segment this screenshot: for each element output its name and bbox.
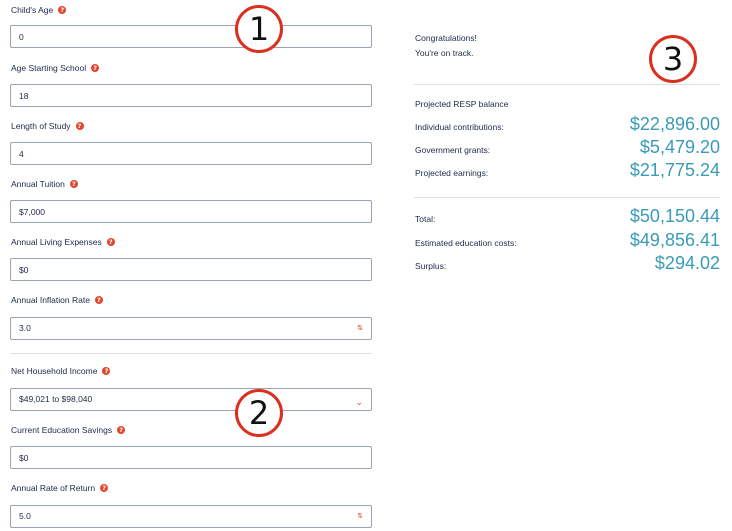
congrats-message: Congratulations!: [415, 33, 477, 43]
net-household-income-label: Net Household Income ?: [11, 366, 110, 376]
help-icon[interactable]: ?: [117, 426, 125, 434]
annual-living-expenses-label: Annual Living Expenses ?: [11, 237, 115, 247]
net-household-income-select[interactable]: $49,021 to $98,040 ⌄: [10, 388, 372, 411]
length-of-study-label: Length of Study ?: [11, 121, 84, 131]
annual-inflation-rate-input[interactable]: 3.0 ⇅: [10, 317, 372, 340]
annotation-marker-1: 1: [235, 5, 283, 53]
annual-living-expenses-input[interactable]: [10, 258, 372, 281]
help-icon[interactable]: ?: [70, 180, 78, 188]
projected-balance-heading: Projected RESP balance: [415, 99, 509, 109]
current-education-savings-input[interactable]: [10, 446, 372, 469]
annotation-marker-3: 3: [649, 35, 697, 83]
help-icon[interactable]: ?: [102, 367, 110, 375]
help-icon[interactable]: ?: [91, 64, 99, 72]
help-icon[interactable]: ?: [107, 238, 115, 246]
help-icon[interactable]: ?: [58, 6, 66, 14]
age-starting-school-input[interactable]: [10, 84, 372, 107]
results-divider: [414, 84, 720, 85]
estimated-education-costs-label: Estimated education costs:: [415, 238, 517, 248]
chevron-down-icon[interactable]: ⌄: [355, 398, 363, 408]
form-divider: [10, 353, 372, 354]
current-education-savings-label: Current Education Savings ?: [11, 425, 125, 435]
annual-inflation-rate-label: Annual Inflation Rate ?: [11, 295, 103, 305]
help-icon[interactable]: ?: [76, 122, 84, 130]
total-label: Total:: [415, 214, 436, 224]
annual-rate-of-return-label: Annual Rate of Return ?: [11, 483, 108, 493]
help-icon[interactable]: ?: [100, 484, 108, 492]
government-grants-value: $5,479.20: [639, 137, 720, 157]
projected-earnings-value: $21,775.24: [629, 160, 720, 180]
individual-contributions-label: Individual contributions:: [415, 122, 504, 132]
childs-age-input[interactable]: [10, 25, 372, 48]
annual-rate-of-return-input[interactable]: 5.0 ⇅: [10, 505, 372, 528]
childs-age-label: Child's Age ?: [11, 5, 66, 15]
individual-contributions-value: $22,896.00: [629, 114, 720, 134]
projected-earnings-label: Projected earnings:: [415, 168, 489, 178]
totals-divider: [414, 197, 720, 198]
annual-tuition-label: Annual Tuition ?: [11, 179, 78, 189]
length-of-study-input[interactable]: [10, 142, 372, 165]
on-track-message: You're on track.: [415, 48, 474, 58]
help-icon[interactable]: ?: [95, 296, 103, 304]
annotation-marker-2: 2: [235, 389, 283, 437]
stepper-arrows-icon[interactable]: ⇅: [357, 324, 363, 332]
age-starting-school-label: Age Starting School ?: [11, 63, 99, 73]
surplus-label: Surplus:: [415, 261, 447, 271]
government-grants-label: Government grants:: [415, 145, 491, 155]
surplus-value: $294.02: [654, 253, 720, 273]
estimated-education-costs-value: $49,856.41: [629, 230, 720, 250]
annual-tuition-input[interactable]: [10, 200, 372, 223]
total-value: $50,150.44: [629, 206, 720, 226]
stepper-arrows-icon[interactable]: ⇅: [357, 512, 363, 520]
